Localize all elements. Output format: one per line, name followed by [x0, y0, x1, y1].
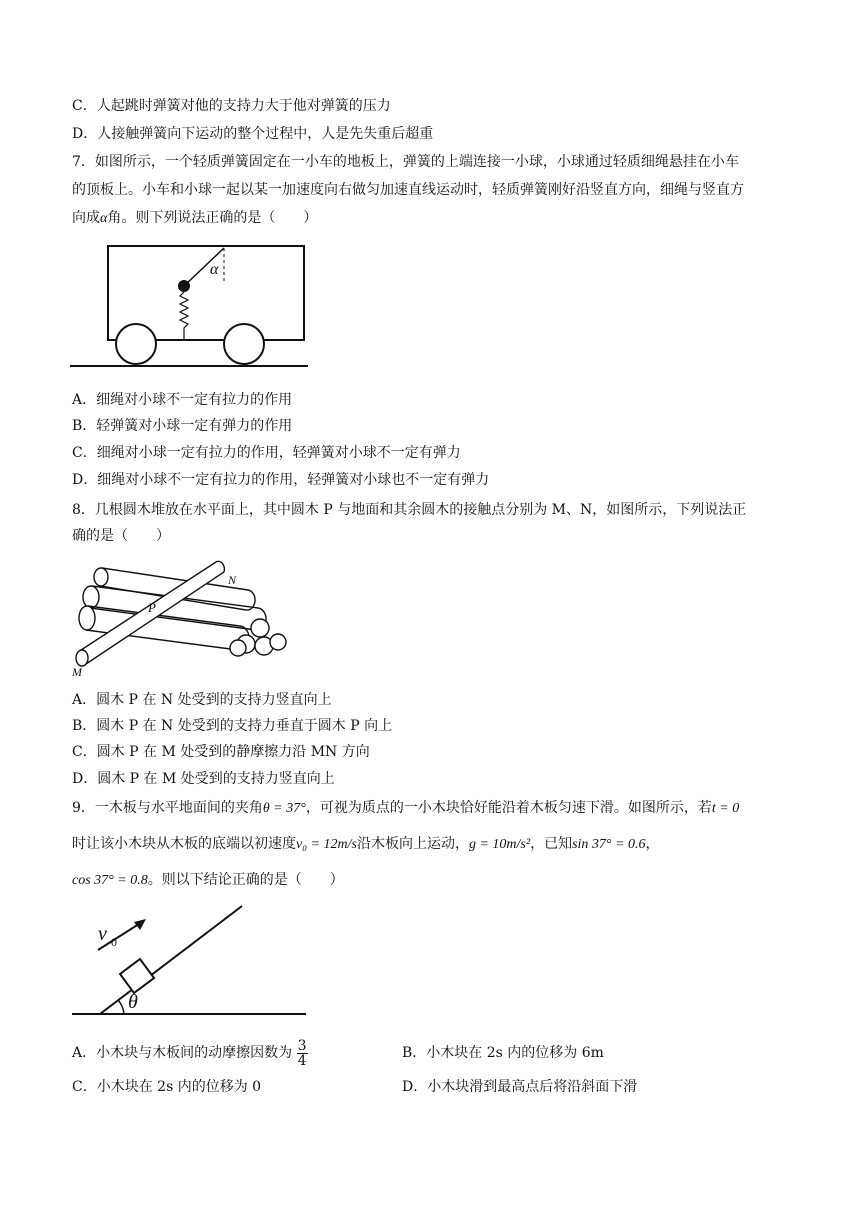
incline-board	[100, 906, 242, 1014]
q8-label-p: P	[148, 600, 156, 615]
q7-option-a: A．细绳对小球不一定有拉力的作用	[72, 392, 293, 408]
q7-stem-line3	[72, 208, 792, 229]
q9-text-2b: 沿木板向上运动，	[356, 836, 469, 852]
q8-stem-line2: 确的是（ ）	[72, 528, 170, 544]
ball	[178, 280, 190, 292]
q9-stem-line3	[72, 870, 792, 891]
q9-text-2d: ，	[645, 836, 660, 852]
q9-text-2a: 时让该小木块从木板的底端以初速度	[72, 836, 296, 852]
q8-option-b: B．圆木 P 在 N 处受到的支持力垂直于圆木 P 向上	[72, 718, 393, 734]
spring	[180, 292, 188, 340]
q9-option-b: B．小木块在 2s 内的位移为 6m	[402, 1045, 604, 1061]
q9-stem-line1	[72, 798, 792, 819]
q9-sin-eq: sin 37° = 0.6	[572, 837, 646, 852]
q8-label-n: N	[228, 573, 237, 587]
q9-option-c: C．小木块在 2s 内的位移为 0	[72, 1079, 262, 1095]
q7-option-d: D．细绳对小球不一定有拉力的作用，轻弹簧对小球也不一定有弹力	[72, 472, 490, 488]
q9-option-a-fraction	[297, 1039, 308, 1068]
q9-option-d: D．小木块滑到最高点后将沿斜面下滑	[402, 1079, 638, 1095]
q9-label-v: v	[98, 923, 107, 945]
q7-option-c: C．细绳对小球一定有拉力的作用，轻弹簧对小球不一定有弹力	[72, 445, 461, 461]
q9-cos-eq: cos 37° = 0.8	[72, 873, 148, 888]
q6-option-c: C．人起跳时弹簧对他的支持力大于他对弹簧的压力	[72, 98, 391, 114]
q9-option-a	[72, 1036, 308, 1070]
wooden-block	[120, 959, 154, 993]
q8-option-c: C．圆木 P 在 M 处受到的静摩擦力沿 MN 方向	[72, 744, 370, 760]
q7-stem-text-a: 向成	[72, 210, 100, 226]
q9-text-2c: ，已知	[530, 836, 573, 852]
q9-v0-eq: v₀ = 12m/s	[296, 837, 357, 852]
q9-text-3b: 。则以下结论正确的是（ ）	[147, 872, 344, 888]
q8-option-d: D．圆木 P 在 M 处受到的支持力竖直向上	[72, 771, 335, 787]
q7-cart-figure	[68, 240, 308, 372]
q9-stem-line2	[72, 834, 792, 855]
q9-text-1a: 9．一木板与水平地面间的夹角	[72, 800, 263, 816]
q9-option-a-text: A．小木块与木板间的动摩擦因数为	[72, 1045, 293, 1061]
q9-g-eq: g = 10m/s²	[468, 837, 531, 852]
q9-theta-eq: θ = 37°	[262, 801, 306, 816]
q7-alpha-symbol: α	[100, 211, 108, 226]
velocity-arrowhead	[134, 919, 146, 930]
q7-stem-text-b: 角。则下列说法正确的是（ ）	[107, 210, 318, 226]
q7-option-b: B．轻弹簧对小球一定有弹力的作用	[72, 418, 293, 434]
q8-stem-line1: 8．几根圆木堆放在水平面上，其中圆木 P 与地面和其余圆木的接触点分别为 M、N，如图所示，下列说法正	[72, 502, 747, 518]
q9-t-eq: t = 0	[711, 801, 740, 816]
q9-fraction-denominator: 4	[297, 1052, 307, 1069]
left-wheel	[116, 324, 156, 364]
q7-figure-alpha-label: α	[210, 261, 219, 278]
q8-label-m: M	[72, 665, 82, 678]
right-wheel	[224, 324, 264, 364]
q9-text-1b: ，可视为质点的一小木块恰好能沿着木板匀速下滑。如图所示，若	[305, 800, 712, 816]
q7-stem-line2: 的顶板上。小车和小球一起以某一加速度向右做匀加速直线运动时，轻质弹簧刚好沿竖直方向，细绳与竖直方	[72, 182, 744, 198]
angle-arc	[118, 1000, 124, 1014]
q8-logs-figure	[70, 556, 290, 678]
q7-stem-line1: 7．如图所示，一个轻质弹簧固定在一小车的地板上，弹簧的上端连接一小球，小球通过轻质细绳悬挂在小车	[72, 154, 739, 170]
q9-incline-figure	[70, 900, 310, 1020]
q9-label-v-sub: 0	[111, 935, 117, 949]
q6-option-d: D．人接触弹簧向下运动的整个过程中，人是先失重后超重	[72, 126, 434, 142]
q9-fraction-numerator: 3	[297, 1037, 307, 1054]
q9-label-theta: θ	[128, 991, 138, 1013]
q8-option-a: A．圆木 P 在 N 处受到的支持力竖直向上	[72, 692, 332, 708]
